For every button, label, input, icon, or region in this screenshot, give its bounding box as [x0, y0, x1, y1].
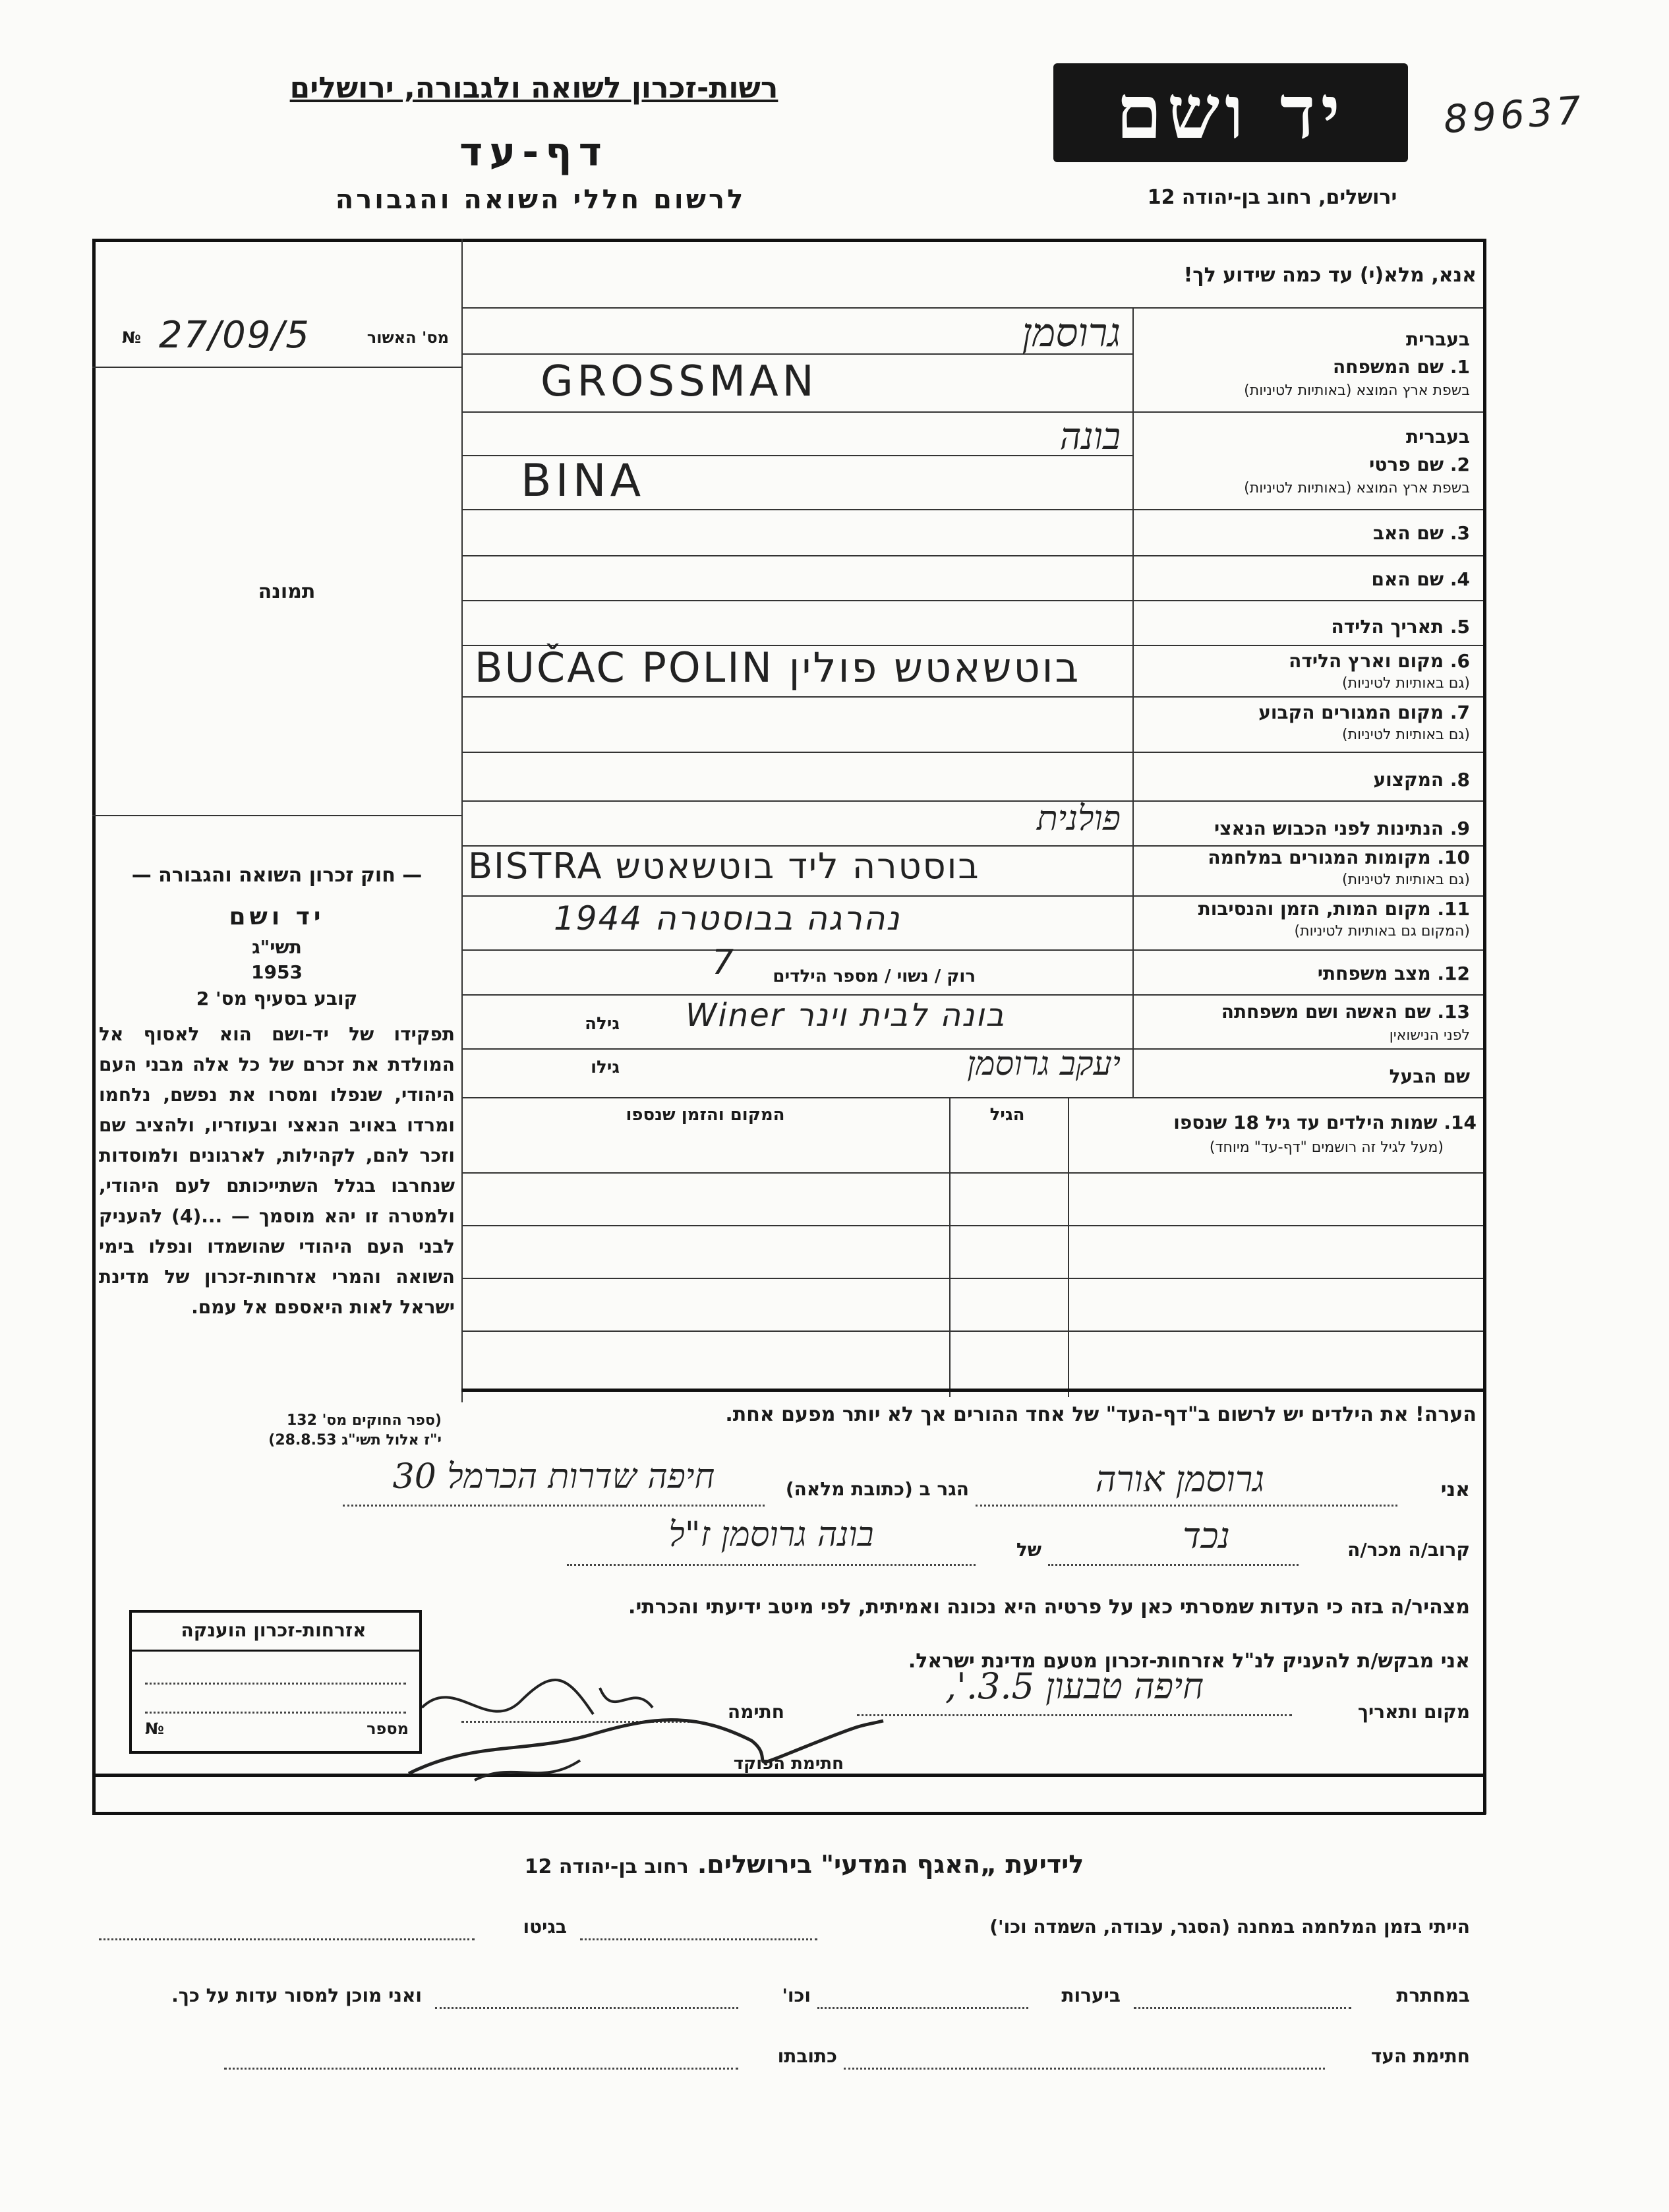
field-4-num: 4. [1449, 568, 1470, 590]
field-12-num: 12. [1437, 963, 1470, 984]
frame-left [92, 239, 96, 1814]
note-row [461, 1403, 1477, 1426]
husband-value[interactable]: יעקב גרוסמן [967, 1044, 1121, 1083]
field-10-text: מקומות המגורים במלחמה [1208, 847, 1431, 868]
field-9-value[interactable]: פולנית [1036, 799, 1121, 839]
address-dots [343, 1505, 765, 1507]
organization-name: רשות-זכרון לשואה ולגבורה, ירושלים [289, 71, 778, 105]
citizenship-no: № [145, 1719, 164, 1738]
witness-sig-label: חתימת העד [1370, 2045, 1470, 2067]
field-3-text: שם האב [1372, 522, 1444, 544]
field-11-text: מקום המות, הזמן והנסיבות [1198, 898, 1431, 920]
field-7-label [1147, 702, 1470, 723]
place-date-label: מקום ותאריך [1357, 1701, 1470, 1723]
field-3-label [1147, 522, 1470, 544]
husband-label: שם הבעל [1389, 1065, 1470, 1087]
officer-label: חתימת הפוקד [733, 1754, 844, 1774]
field-10-sub: (גם באותיות לטיניות) [1342, 872, 1470, 888]
footer-notice-row [395, 1850, 1213, 1879]
witness-address-dots [224, 2068, 738, 2070]
citizenship-box [129, 1610, 422, 1754]
field-1-sub: בשפת ארץ המוצא (באותיות לטיניות) [1244, 382, 1470, 399]
relation-value[interactable]: נכד [1183, 1515, 1230, 1557]
field-11-label [1121, 898, 1470, 920]
declaration-ani: אני [1440, 1478, 1470, 1501]
etc-label: וכו' [782, 1985, 811, 2006]
declarant-name[interactable]: גרוסמן אורה [1095, 1458, 1265, 1500]
field-6-label [1147, 650, 1470, 672]
field-7-num: 7. [1449, 702, 1470, 723]
children-col-1 [1068, 1097, 1069, 1397]
children-col-2 [949, 1097, 951, 1397]
ghetto-label: בגיטו [523, 1916, 567, 1938]
forests-label: ביערות [1061, 1985, 1121, 2006]
law-year-heb: תשי"ג [252, 936, 302, 958]
photo-label: תמונה [258, 580, 316, 603]
approval-divider [92, 367, 461, 368]
field-12-label [1147, 963, 1470, 984]
law-text: תפקידו של יד-ושם הוא לאסוף אל המולדת את זכרם של כל אלה מבני העם היהודי, שנפלו ומסרו את נפשם, נלחמו ומרדו באויב הנאצי ובעוזריו, ולהציב שם וזכר להם, לקהילות, לארגונים ולמוסדות שנחרבו בגלל השתייכותם לעם היהודי, ולמטרה זו יהא מוסמך — ...(4) להעניק לבני העם היהודי שהושמדו ונפלו בימי השואה והמרי אזרחות-זכרון של מדינת ישראל לאות היאספם אל עמם. [99, 1023, 455, 1318]
row-1-border [461, 411, 1483, 413]
approval-prefix: № [122, 328, 141, 347]
declarant-dots [976, 1505, 1397, 1507]
field-1-label [1147, 356, 1470, 378]
hiding-label: במחתרת [1396, 1985, 1470, 2006]
row-7-border [461, 752, 1483, 753]
camp-dots [580, 1938, 817, 1940]
etc-dots [435, 2007, 738, 2009]
citizenship-dots-2 [145, 1712, 406, 1714]
resides-label: הגר ב (כתובת מלאה) [785, 1478, 969, 1500]
place-date-value[interactable]: חיפה טבעון 3.5.', [945, 1665, 1204, 1707]
law-ref2: י"ז אלול תשי"ג 28.8.53) [268, 1432, 442, 1449]
declarant-address[interactable]: חיפה שדרות הכרמל 30 [392, 1457, 715, 1497]
field-6-sub: (גם באותיות לטיניות) [1342, 675, 1470, 692]
children-row-1 [461, 1225, 1483, 1226]
citizenship-title: אזרחות-זכרון הוענקה [181, 1619, 366, 1641]
field-2-hebrew-value[interactable]: בונה [1059, 415, 1121, 458]
field-2-num: 2. [1449, 454, 1470, 475]
husband-age-label: גילו [591, 1058, 620, 1077]
field-7-sub: (גם באותיות לטיניות) [1342, 727, 1470, 743]
law-year: 1953 [251, 961, 303, 983]
footer-notice: לידיעת „האגף המדעי" בירושלים. [697, 1850, 1084, 1879]
of-label: של [1016, 1539, 1041, 1561]
field-13-sub: לפני הנישואין [1389, 1027, 1470, 1044]
forests-dots [817, 2007, 1028, 2009]
citizenship-title-rule [132, 1650, 419, 1652]
field-7-text: מקום המגורים הקבוע [1258, 702, 1444, 723]
law-name: יד ושם [229, 903, 325, 930]
ghetto-dots [99, 1938, 475, 1940]
approval-label: מס' האשור [366, 328, 449, 347]
frame-bottom [92, 1812, 1486, 1815]
children-col-age: הגיל [989, 1105, 1025, 1125]
field-13-label [1147, 1001, 1470, 1023]
field-12-options: רוק / נשוי / מספר הילדים [773, 967, 976, 986]
note-label: הערה! [1415, 1403, 1477, 1426]
field-10-label [1121, 847, 1470, 868]
frame-top [92, 239, 1486, 242]
field-13-num: 13. [1437, 1001, 1470, 1023]
frame-right [1483, 239, 1486, 1814]
field-1-latin-value[interactable]: GROSSMAN [541, 357, 818, 406]
ready-label: ואני מוכן למסור עדות על כך. [171, 1985, 422, 2006]
field-2-hint: בעברית [1405, 426, 1470, 448]
children-bottom [461, 1389, 1483, 1392]
field-9-num: 9. [1449, 818, 1470, 839]
form-title: דף-עד [459, 129, 608, 175]
witness-address-label: כתובתו [777, 2045, 837, 2067]
field-13-value[interactable]: Winer בונה לבית וינר [686, 997, 1006, 1034]
field-13-age-label: גילה [585, 1014, 620, 1034]
header-address: ירושלים, רחוב בן-יהודה 12 [1147, 186, 1397, 209]
field-12-value[interactable]: 7 [712, 943, 738, 982]
row-11-border [461, 949, 1483, 951]
field-4-text: שם האם [1371, 568, 1444, 590]
law-title: — חוק זכרון השואה והגבורה — [131, 864, 423, 887]
field-9-label [1121, 818, 1470, 839]
row-husband-border [461, 1097, 1483, 1098]
photo-divider [92, 815, 461, 816]
yad-vashem-logo: יד ושם [1053, 63, 1408, 162]
field-5-num: 5. [1449, 616, 1470, 638]
field-8-text: המקצוע [1373, 769, 1444, 791]
camp-line: הייתי בזמן המלחמה במחנה (הסגר, עבודה, השמדה וכו') [989, 1916, 1470, 1938]
instruction-text: אנא, מלא(י) עד כמה שידוע לך! [1183, 264, 1477, 287]
field-4-label [1147, 568, 1470, 590]
field-1-text: שם המשפחה [1333, 356, 1444, 378]
field-8-label [1147, 769, 1470, 791]
field-3-num: 3. [1449, 522, 1470, 544]
archive-number: 89637 [1442, 87, 1587, 142]
field-2-sub: בשפת ארץ המוצא (באותיות לטיניות) [1244, 480, 1470, 496]
field-1-num: 1. [1449, 356, 1470, 378]
footer-notice-address: רחוב בן-יהודה 12 [524, 1855, 689, 1878]
form-subtitle: לרשום חללי השואה והגבורה [335, 185, 746, 215]
row-3-border [461, 555, 1483, 556]
declaration-request: אני מבקש/ת להעניק לנ"ל אזרחות-זכרון מטעם מדינת ישראל. [908, 1650, 1470, 1673]
field-2-label [1147, 454, 1470, 475]
approval-box [96, 314, 458, 360]
citizenship-dots-1 [145, 1683, 406, 1685]
relative-label: קרוב/ה מכר/ה [1347, 1539, 1470, 1561]
field-8-num: 8. [1449, 769, 1470, 791]
relation-dots [1048, 1564, 1299, 1566]
declaration-statement: מצהיר/ה בזה כי העדות שמסרתי כאן על פרטיה היא נכונה ואמיתית, לפי מיטב ידיעתי והכרתי. [628, 1596, 1470, 1619]
field-1-hebrew-value[interactable]: גרוסמן [1022, 310, 1121, 356]
children-sub: (מעל לגיל זה רושמים "דף-עד" מיוחד) [1209, 1139, 1444, 1156]
field-12-text: מצב משפחתי [1317, 963, 1431, 984]
field-11-num: 11. [1437, 898, 1470, 920]
children-label-text: שמות הילדים עד גיל 18 שנספו [1173, 1112, 1438, 1133]
field-10-num: 10. [1437, 847, 1470, 868]
row-2-border [461, 509, 1483, 510]
field-5-text: תאריך הלידה [1331, 616, 1444, 638]
row-10-border [461, 895, 1483, 897]
field-2-latin-value[interactable]: BINA [521, 455, 645, 507]
field-11-value[interactable]: 1944 נהרגה בבוסטרה [554, 899, 901, 938]
children-row-2 [461, 1278, 1483, 1279]
row-6-border [461, 696, 1483, 698]
field-9-text: הנתינות לפני הכבוש הנאצי [1214, 818, 1444, 839]
field-11-sub: (המקום גם באותיות לטיניות) [1294, 923, 1470, 940]
witness-sig-dots [844, 2068, 1325, 2070]
approval-value[interactable]: 27/09/5 [159, 314, 310, 357]
field-5-label [1147, 616, 1470, 638]
field-10-value[interactable]: BISTRA בוסטרה ליד בוטשאטש [468, 845, 980, 887]
deceased-name[interactable]: בונה גרוסמן ז"ל [668, 1515, 874, 1555]
deceased-dots [567, 1564, 976, 1566]
left-column-border [461, 239, 463, 1402]
instruction-divider [461, 307, 1483, 309]
law-clause: קובע בסעיף מס' 2 [196, 988, 358, 1009]
row-12-border [461, 994, 1483, 996]
hiding-dots [1134, 2007, 1351, 2009]
children-label [1074, 1112, 1477, 1133]
citizenship-number-label: מספר [366, 1719, 409, 1738]
place-date-dots [857, 1714, 1292, 1716]
field-13-text: שם האשה ושם משפחתה [1221, 1001, 1431, 1023]
signature-scribble [395, 1661, 896, 1793]
row-4-border [461, 600, 1483, 601]
field-2-text: שם פרטי [1369, 454, 1444, 475]
field-6-text: מקום וארץ הלידה [1289, 650, 1444, 672]
children-col-place: המקום והזמן שנספו [626, 1105, 785, 1125]
children-row-3 [461, 1330, 1483, 1332]
children-num: 14. [1444, 1112, 1477, 1133]
field-1-hint: בעברית [1405, 328, 1470, 350]
children-header-border [461, 1172, 1483, 1174]
note-text: את הילדים יש לרשום ב"דף-העד" של אחד ההורים אך לא יותר מפעם אחת. [725, 1403, 1409, 1426]
label-column-border [1132, 307, 1134, 1098]
signature-label: חתימה [727, 1701, 784, 1723]
law-ref: (ספר החוקים מס' 132 [286, 1412, 442, 1429]
field-6-value[interactable]: BUČAC POLIN בוטשאטש פולין [475, 643, 1081, 692]
field-6-num: 6. [1449, 650, 1470, 672]
